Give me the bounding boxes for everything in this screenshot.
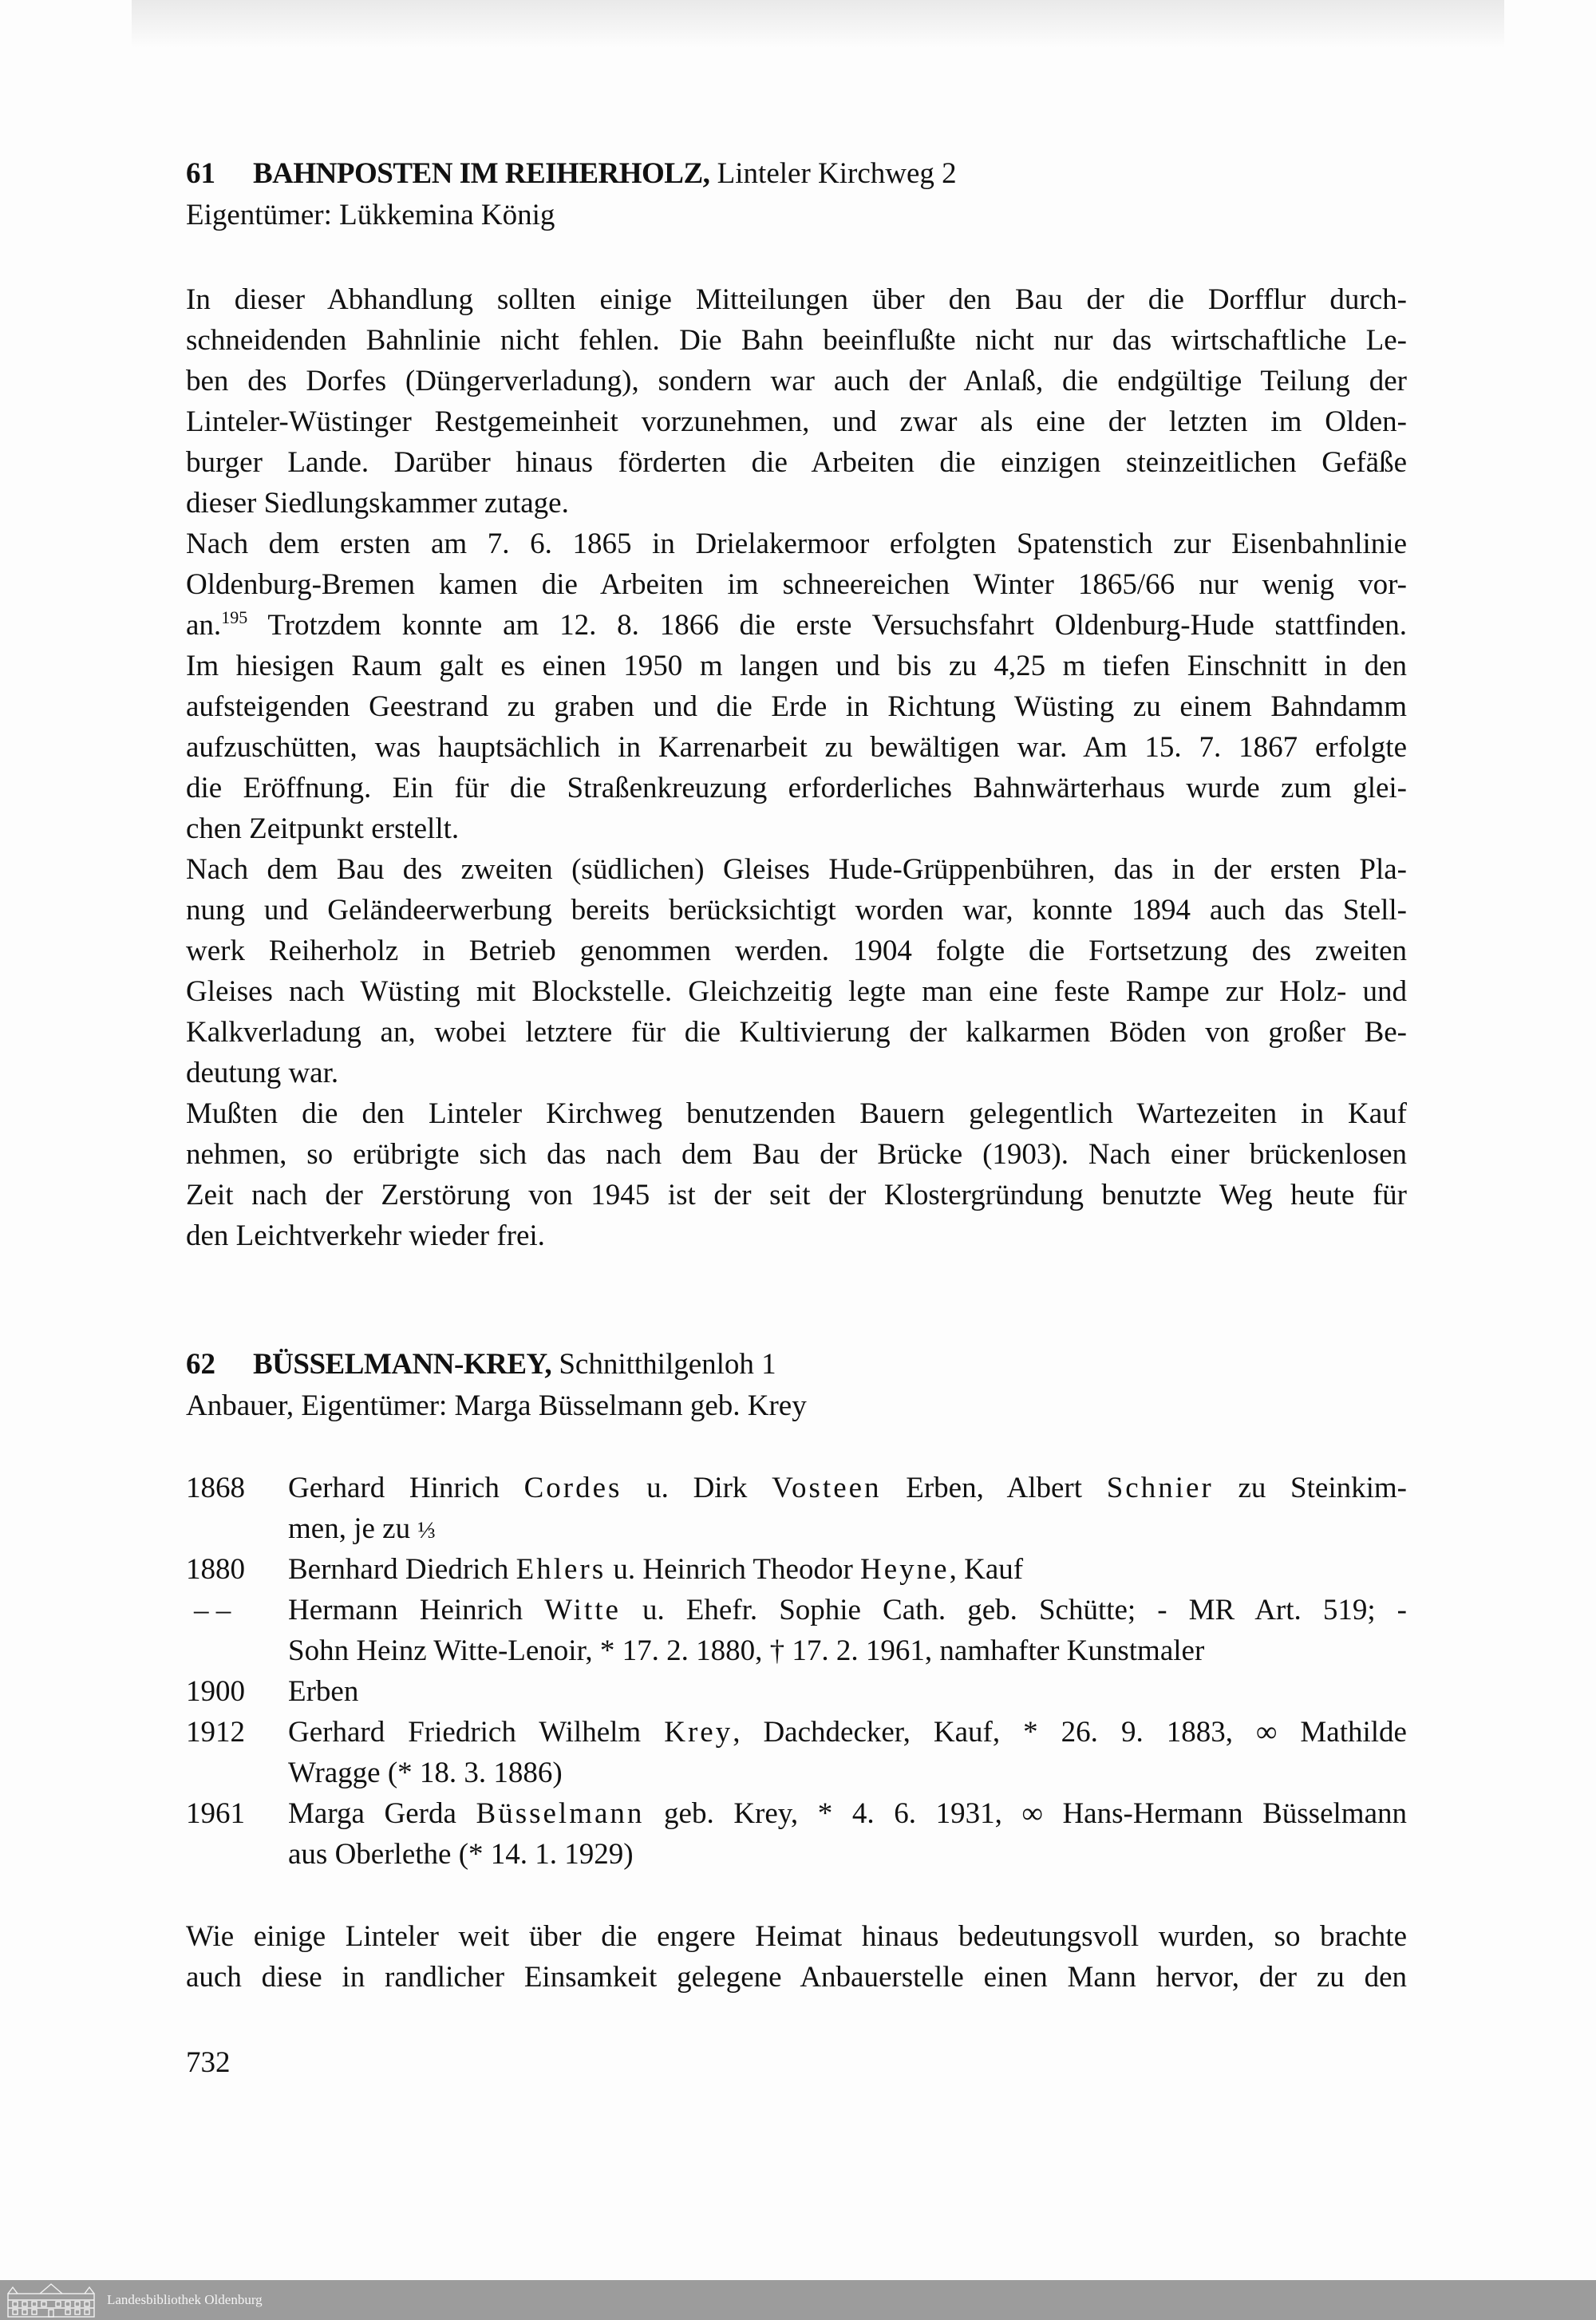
entry-text [288, 1512, 1407, 1548]
text-fragment: , Dachdecker, Kauf, * 26. 9. 1883, ∞ Mathilde [733, 1716, 1407, 1749]
body-line: nung und Geländeerwerbung bereits berücksichtigt worden war, konnte 1894 auch das Stell- [186, 894, 1407, 927]
surname: Heyne [860, 1553, 950, 1586]
text-fragment: u. Heinrich Theodor [606, 1553, 861, 1586]
surname: Krey [664, 1716, 733, 1749]
entry-text: Wragge (* 18. 3. 1886) [288, 1757, 563, 1789]
body-line: chen Zeitpunkt erstellt. [186, 812, 460, 845]
body-line: schneidenden Bahnlinie nicht fehlen. Die Bahn beeinflußte nicht nur das wirtschaftliche Le- [186, 324, 1407, 357]
entry-text: aus Oberlethe (* 14. 1. 1929) [288, 1838, 634, 1871]
body-line: aufsteigenden Geestrand zu graben und die Erde in Richtung Wüsting zu einem Bahndamm [186, 690, 1407, 723]
surname: Cordes [523, 1472, 622, 1504]
body-line: den Leichtverkehr wieder frei. [186, 1219, 545, 1252]
library-building-icon [6, 2282, 96, 2318]
entry-year: 1961 [186, 1797, 245, 1830]
body-line: Oldenburg-Bremen kamen die Arbeiten im schneereichen Winter 1865/66 nur wenig vor- [186, 568, 1407, 601]
body-line: deutung war. [186, 1057, 339, 1089]
entry-text: Erben [288, 1675, 359, 1708]
body-line: Mußten die den Linteler Kirchweg benutzenden Bauern gelegentlich Wartezeiten in Kauf [186, 1097, 1407, 1130]
section-61-heading [186, 156, 1407, 192]
text-fragment: u. Ehefr. Sophie Cath. geb. Schütte; - MR Art. 519; - [620, 1594, 1407, 1626]
entry-year: 1900 [186, 1675, 245, 1708]
surname: Büsselmann [476, 1797, 645, 1830]
text-fragment: , Kauf [949, 1553, 1024, 1586]
body-line: Im hiesigen Raum galt es einen 1950 m langen und bis zu 4,25 m tiefen Einschnitt in den [186, 650, 1407, 682]
entry-year: 1868 [186, 1472, 245, 1504]
section-61-owner: Eigentümer: Lükkemina König [186, 199, 555, 231]
text-fragment: Trotzdem konnte am 12. 8. 1866 die erste Versuchsfahrt Oldenburg-Hude stattfinden. [247, 609, 1407, 642]
fraction: ⅓ [417, 1517, 436, 1543]
text-fragment: Hermann Heinrich [288, 1594, 545, 1626]
section-number: 62 [186, 1348, 215, 1381]
text-fragment: Bernhard Diedrich [288, 1553, 516, 1586]
section-title: BÜSSELMANN-KREY, [253, 1348, 552, 1381]
body-line: dieser Siedlungskammer zutage. [186, 487, 569, 520]
text-fragment: Gerhard Friedrich Wilhelm [288, 1716, 665, 1749]
section-address: Linteler Kirchweg 2 [709, 157, 957, 190]
text-fragment: Gerhard Hinrich [288, 1472, 524, 1504]
entry-text [288, 1796, 1407, 1832]
body-line: Wie einige Linteler weit über die engere Heimat hinaus bedeutungsvoll wurden, so brachte [186, 1920, 1407, 1953]
body-line: Nach dem ersten am 7. 6. 1865 in Drielakermoor erfolgten Spatenstich zur Eisenbahnlinie [186, 528, 1407, 560]
body-line: werk Reiherholz in Betrieb genommen werden. 1904 folgte die Fortsetzung des zweiten [186, 935, 1407, 967]
body-line: In dieser Abhandlung sollten einige Mitteilungen über den Bau der die Dorfflur durch- [186, 283, 1407, 316]
entry-text [288, 1715, 1407, 1750]
entry-year: – – [194, 1594, 231, 1626]
entry-text [288, 1552, 1407, 1587]
footnote-ref[interactable]: 195 [221, 607, 248, 627]
entry-year: 1912 [186, 1716, 245, 1749]
text-fragment: men, je zu [288, 1512, 418, 1545]
body-line: burger Lande. Darüber hinaus förderten die Arbeiten die einzigen steinzeitlichen Gefäße [186, 446, 1407, 479]
body-line: Zeit nach der Zerstörung von 1945 ist der seit der Klostergründung benutzte Weg heute für [186, 1179, 1407, 1211]
body-line: auch diese in randlicher Einsamkeit gelegene Anbauerstelle einen Mann hervor, der zu den [186, 1961, 1407, 1994]
page-number: 732 [186, 2046, 231, 2079]
body-line: Nach dem Bau des zweiten (südlichen) Gleises Hude-Grüppenbühren, das in der ersten Pla- [186, 853, 1407, 886]
body-line: ben des Dorfes (Düngerverladung), sondern war auch der Anlaß, die endgültige Teilung der [186, 365, 1407, 397]
entry-text [288, 1471, 1407, 1506]
body-line: die Eröffnung. Ein für die Straßenkreuzung erforderliches Bahnwärterhaus wurde zum glei- [186, 772, 1407, 804]
surname: Schnier [1106, 1472, 1214, 1504]
body-line: aufzuschütten, was hauptsächlich in Karrenarbeit zu bewältigen war. Am 15. 7. 1867 erfolgte [186, 731, 1407, 764]
text-fragment: zu Steinkim- [1213, 1472, 1407, 1504]
section-62-owner: Anbauer, Eigentümer: Marga Büsselmann geb. Krey [186, 1389, 807, 1422]
surname: Witte [544, 1594, 621, 1626]
library-name: Landesbibliothek Oldenburg [107, 2292, 263, 2307]
section-number: 61 [186, 157, 215, 190]
entry-text [288, 1593, 1407, 1628]
body-line: Linteler-Wüstinger Restgemeinheit vorzunehmen, und zwar als eine der letzten im Olden- [186, 405, 1407, 438]
body-line-footnote [186, 608, 1407, 643]
entry-text: Sohn Heinz Witte-Lenoir, * 17. 2. 1880, † 17. 2. 1961, namhafter Kunstmaler [288, 1634, 1205, 1667]
text-fragment: an. [186, 609, 222, 642]
library-footer-bar [0, 2280, 1596, 2320]
text-fragment: geb. Krey, * 4. 6. 1931, ∞ Hans-Hermann Büsselmann [644, 1797, 1407, 1830]
section-address: Schnitthilgenloh 1 [551, 1348, 776, 1381]
text-fragment: Marga Gerda [288, 1797, 476, 1830]
surname: Ehlers [516, 1553, 606, 1586]
body-line: Kalkverladung an, wobei letztere für die Kultivierung der kalkarmen Böden von großer Be- [186, 1016, 1407, 1049]
text-fragment: u. Dirk [622, 1472, 772, 1504]
surname: Vosteen [772, 1472, 882, 1504]
text-fragment: Erben, Albert [881, 1472, 1107, 1504]
section-title: BAHNPOSTEN IM REIHERHOLZ, [253, 157, 710, 190]
scan-shading [132, 0, 1504, 48]
body-line: Gleises nach Wüsting mit Blockstelle. Gleichzeitig legte man eine feste Rampe zur Holz- und [186, 975, 1407, 1008]
section-62-heading [186, 1347, 1407, 1382]
entry-year: 1880 [186, 1553, 245, 1586]
body-line: nehmen, so erübrigte sich das nach dem Bau der Brücke (1903). Nach einer brückenlosen [186, 1138, 1407, 1171]
